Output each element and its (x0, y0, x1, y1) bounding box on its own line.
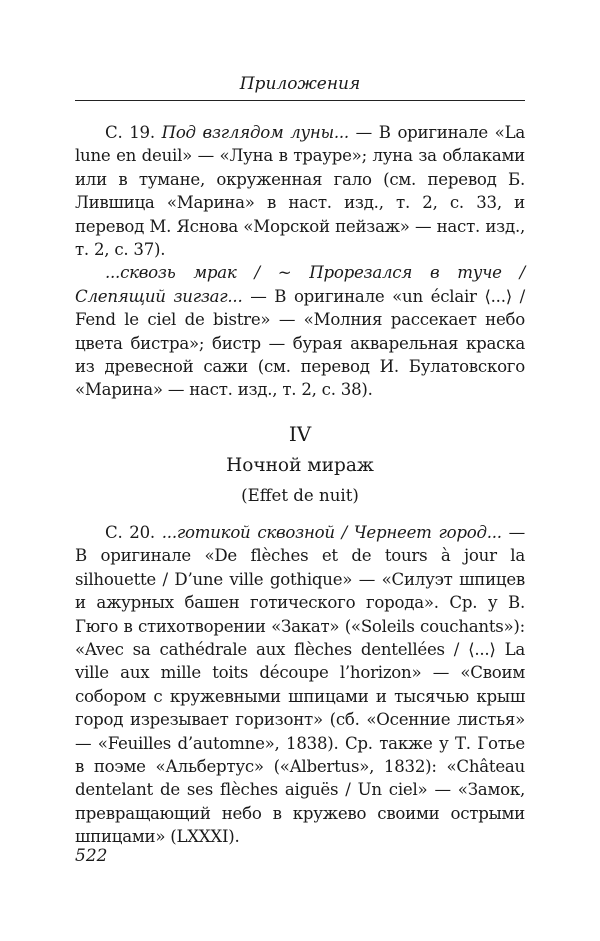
note-text: — В оригинале «La lune en deuil» — «Луна в трауре»; луна за облаками или в тумане, окруженная гало (см. перевод Б. Лившица «Марина» в наст. изд., т. 2, с. 33, и перевод М. Яснова «Морской пейзаж» — наст. изд., т. 2, с. 37). (75, 123, 525, 260)
note-lemma: ...сквозь мрак / ~ Прорезался в туче / Слепящий зигзаг... (75, 263, 525, 306)
note-ref: С. 20. (105, 523, 162, 542)
section-subtitle: (Effet de nuit) (241, 486, 359, 505)
note-text: — В оригинале «un éclair ⟨...⟩ / Fend le ciel de bistre» — «Молния рассекает небо цвета бистра»; бистр — бурая акварельная краска из древесной сажи (см. перевод И. Булатовского «Марина» — наст. изд., т. 2, с. 38). (75, 286, 525, 400)
header-rule (75, 100, 525, 101)
note-paragraph (75, 521, 525, 849)
note-paragraph (75, 261, 525, 401)
notes-block-top (75, 121, 525, 402)
note-ref: С. 19. (105, 123, 162, 142)
note-lemma: Под взглядом луны... (161, 123, 349, 142)
section-number: IV (288, 422, 312, 446)
note-lemma: ...готикой сквозной / Чернеет город... (161, 523, 502, 542)
notes-block-bottom (75, 521, 525, 849)
note-text: — В оригинале «De flèches et de tours à jour la silhouette / D’une ville gothique» — «Силуэт шпицев и ажурных башен готического города». Ср. у В. Гюго в стихотворении «Закат» («Soleils couchants»): «Avec sa cathédrale aux flèches dentellées / ⟨...⟩ La ville aux mille toits découpe l’horizon» — «Своим собором с кружевными шпицами и тысячью крыш город изрезывает горизонт» (сб. «Осенние листья» — «Feuilles d’automne», 1838). Ср. также у Т. Готье в поэме «Альбертус» («Albertus», 1832): «Château dentelant de ses flèches aiguës / Un ciel» — «Замок, превращающий небо в кружево своими острыми шпицами» (LXXXI). (75, 523, 526, 847)
page-number: 522 (75, 846, 108, 866)
running-title: Приложения (239, 74, 361, 94)
section-title: Ночной мираж (226, 455, 374, 476)
note-paragraph (75, 121, 525, 261)
